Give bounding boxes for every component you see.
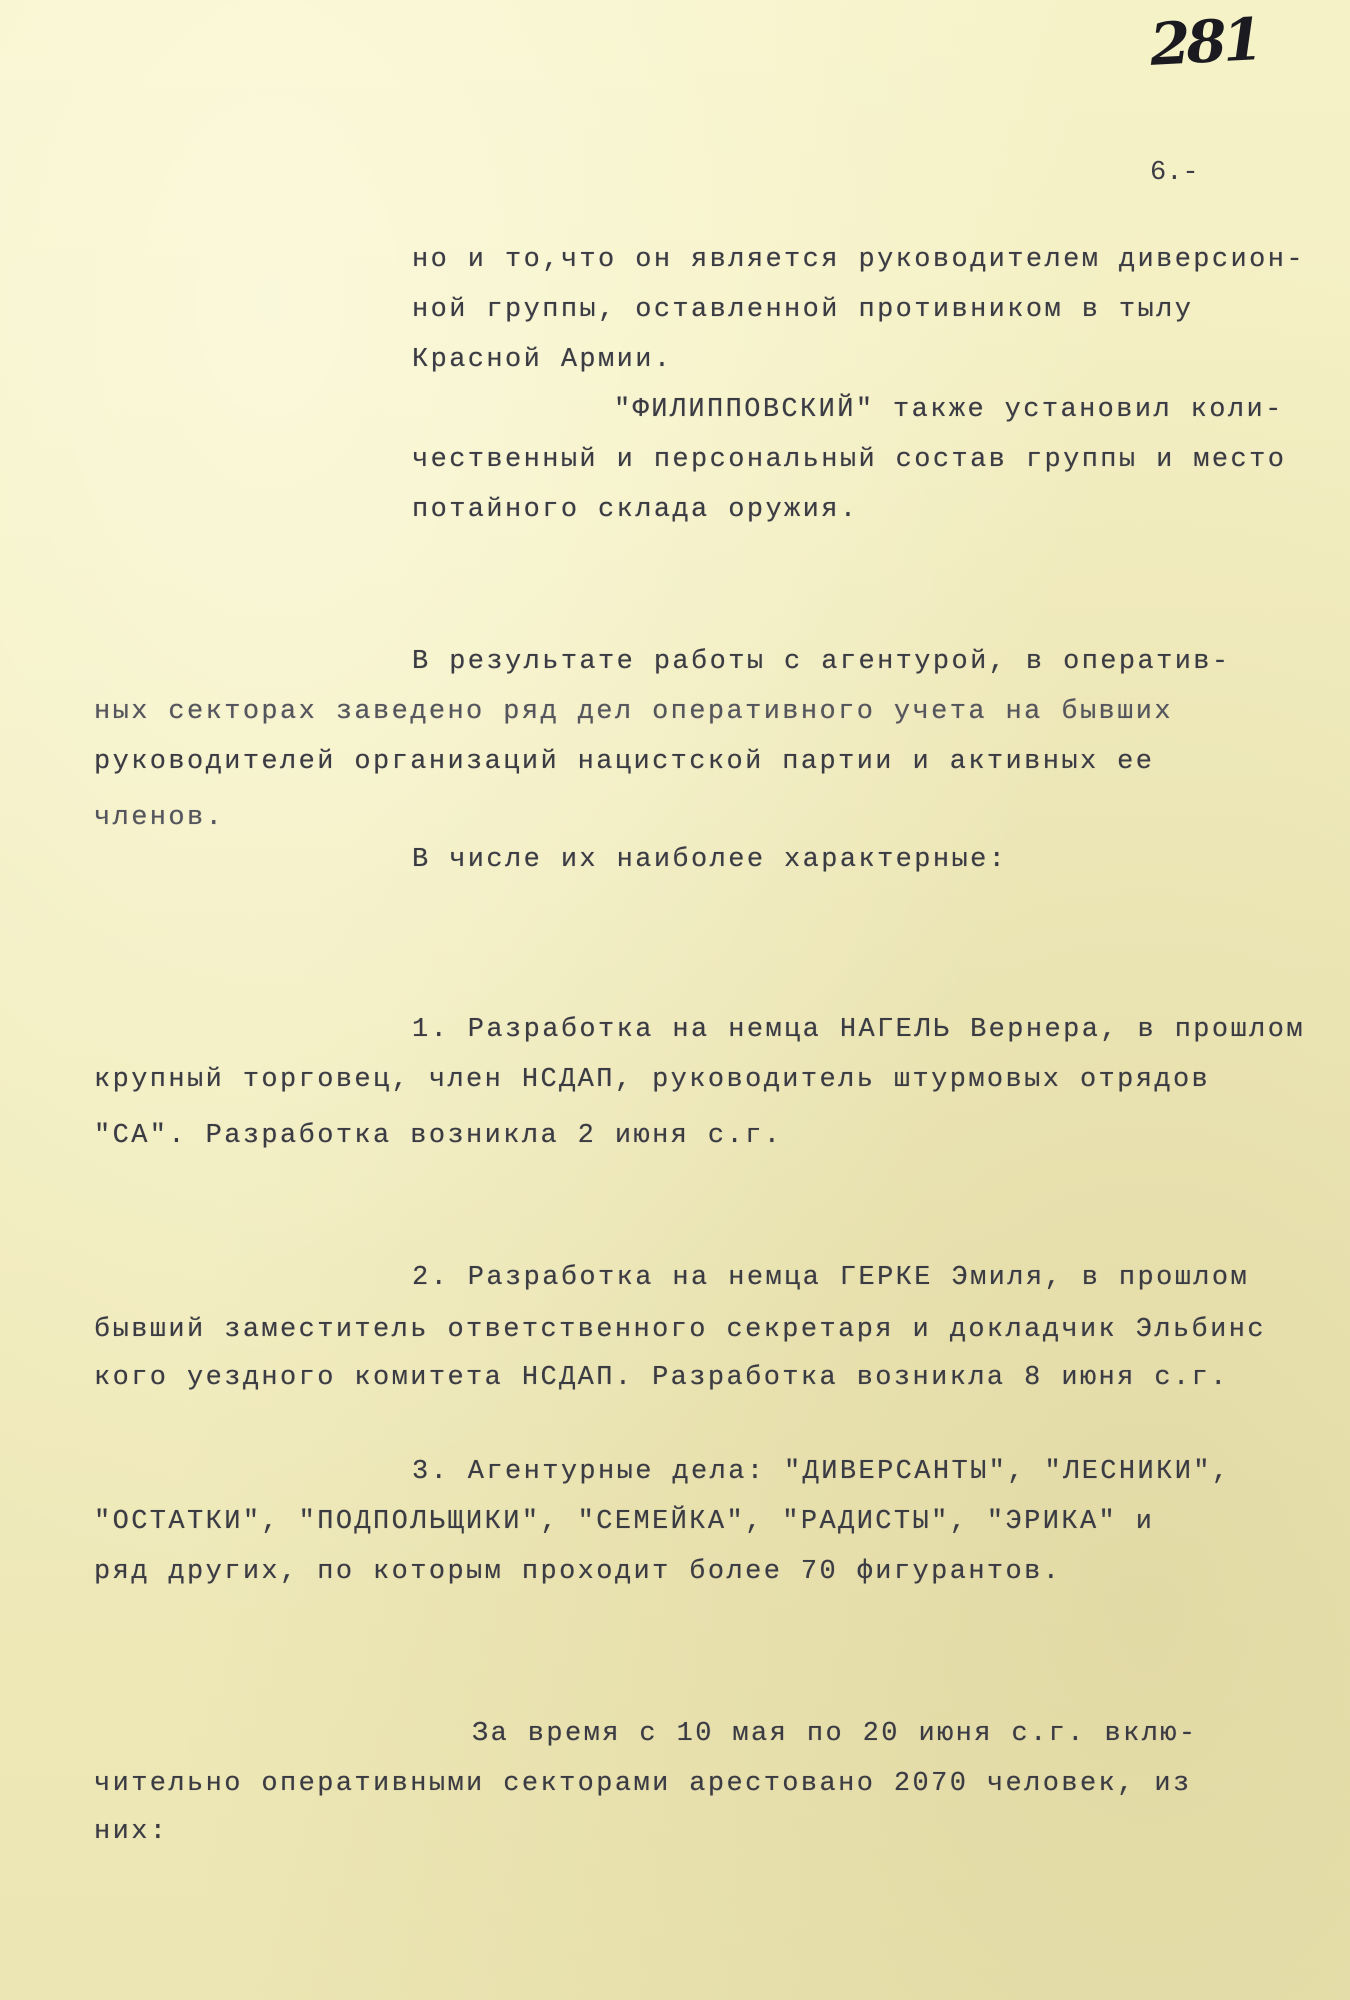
text-line: 3. Агентурные дела: "ДИВЕРСАНТЫ", "ЛЕСНИКИ", <box>412 1457 1231 1487</box>
text-line: но и то,что он является руководителем диверсион- <box>412 245 1305 275</box>
text-line: В результате работы с агентурой, в оператив- <box>412 647 1231 677</box>
archive-folio-number: 281 <box>1148 5 1261 79</box>
text-line: В числе их наиболее характерные: <box>412 845 1008 875</box>
text-line: них: <box>94 1817 169 1847</box>
page-number: 6.- <box>1150 158 1199 188</box>
text-line: ряд других, по которым проходит более 70 фигурантов. <box>94 1557 1062 1587</box>
text-line: 2. Разработка на немца ГЕРКЕ Эмиля, в прошлом <box>412 1263 1250 1293</box>
text-line: "СА". Разработка возникла 2 июня с.г. <box>94 1121 783 1151</box>
text-line: бывший заместитель ответственного секретаря и докладчик Эльбинс <box>94 1315 1266 1345</box>
text-line: "ОСТАТКИ", "ПОДПОЛЬЩИКИ", "СЕМЕЙКА", "РАДИСТЫ", "ЭРИКА" и <box>94 1507 1155 1537</box>
text-line: крупный торговец, член НСДАП, руководитель штурмовых отрядов <box>94 1065 1211 1095</box>
text-line: 1. Разработка на немца НАГЕЛЬ Вернера, в прошлом <box>412 1015 1305 1045</box>
text-line: ных секторах заведено ряд дел оперативного учета на бывших <box>94 697 1173 727</box>
text-line: руководителей организаций нацистской партии и активных ее <box>94 747 1155 777</box>
text-line: "ФИЛИППОВСКИЙ" также установил коли- <box>614 395 1284 425</box>
text-line: потайного склада оружия. <box>412 495 859 525</box>
text-line: чественный и персональный состав группы и место <box>412 445 1287 475</box>
text-line: ной группы, оставленной противником в тылу <box>412 295 1194 325</box>
text-line: членов. <box>94 803 225 833</box>
text-line: кого уездного комитета НСДАП. Разработка возникла 8 июня с.г. <box>94 1363 1229 1393</box>
text-line: чительно оперативными секторами арестовано 2070 человек, из <box>94 1769 1192 1799</box>
text-line: Красной Армии. <box>412 345 673 375</box>
text-line: За время с 10 мая по 20 июня с.г. вклю- <box>472 1719 1198 1749</box>
